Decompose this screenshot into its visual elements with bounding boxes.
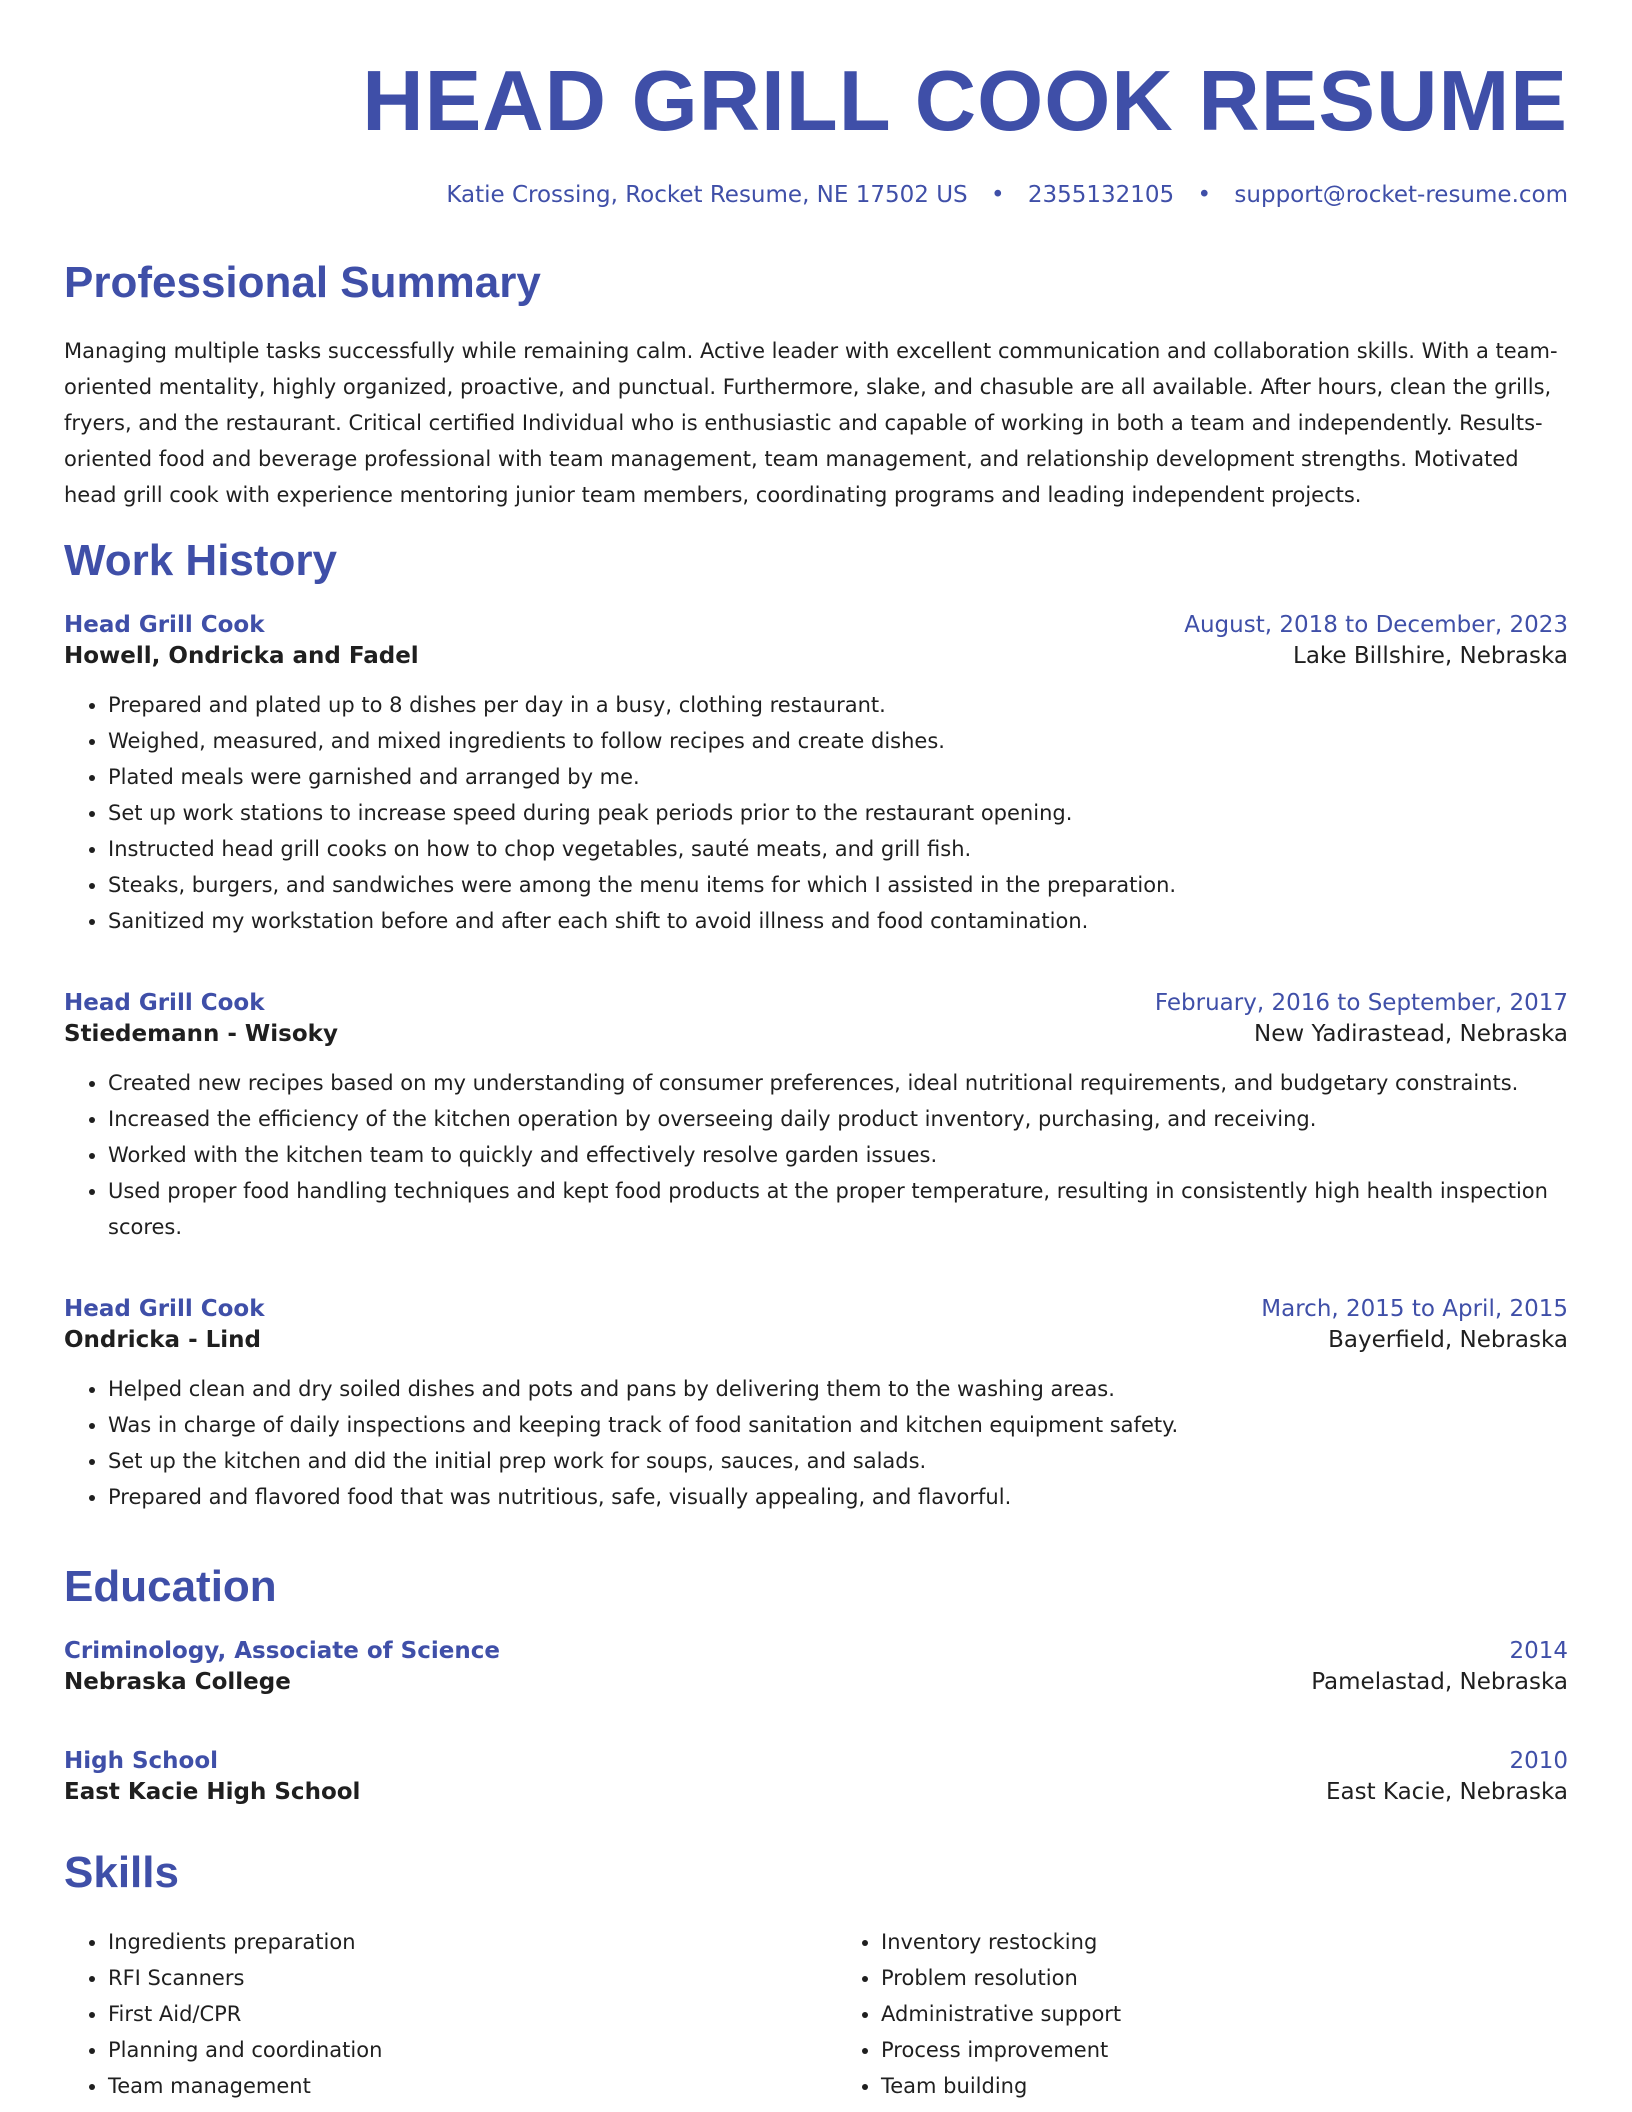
education-degree: High School — [64, 1748, 219, 1774]
contact-separator: • — [1197, 182, 1212, 208]
contact-email: support@rocket-resume.com — [1234, 182, 1568, 208]
list-item: • Steaks, burgers, and sandwiches were among the menu items for which I assisted in the preparation. — [108, 867, 1568, 903]
education-school: Nebraska College — [64, 1669, 291, 1695]
job-location: Lake Billshire, Nebraska — [1293, 643, 1568, 669]
list-item: • Administrative support — [881, 1996, 1568, 2032]
job-location: New Yadirastead, Nebraska — [1254, 1021, 1568, 1047]
job-entry — [64, 990, 1568, 1245]
section-heading-work: Work History — [64, 536, 338, 585]
job-role: Head Grill Cook — [64, 612, 265, 638]
job-bullets — [64, 1065, 1568, 1245]
education-entry — [64, 1638, 1568, 1695]
education-year: 2010 — [1509, 1748, 1568, 1774]
job-company: Stiedemann - Wisoky — [64, 1021, 338, 1047]
list-item: • Helped clean and dry soiled dishes and pots and pans by delivering them to the washing areas. — [108, 1371, 1568, 1407]
education-school: East Kacie High School — [64, 1779, 361, 1805]
contact-separator: • — [990, 182, 1005, 208]
education-location: Pamelastad, Nebraska — [1311, 1669, 1568, 1695]
job-dates: August, 2018 to December, 2023 — [1184, 612, 1568, 638]
list-item: • Weighed, measured, and mixed ingredients to follow recipes and create dishes. — [108, 723, 1568, 759]
job-entry — [64, 612, 1568, 939]
list-item: • Used proper food handling techniques and kept food products at the proper temperature, resulting in consistently high health inspection scores. — [108, 1173, 1568, 1245]
list-item: • Problem resolution — [881, 1960, 1568, 1996]
education-location: East Kacie, Nebraska — [1325, 1779, 1568, 1805]
contact-phone: 2355132105 — [1027, 182, 1175, 208]
job-bullets — [64, 1371, 1568, 1515]
list-item: • Set up the kitchen and did the initial prep work for soups, sauces, and salads. — [108, 1443, 1568, 1479]
list-item: • Was in charge of daily inspections and keeping track of food sanitation and kitchen equipment safety. — [108, 1407, 1568, 1443]
job-company: Howell, Ondricka and Fadel — [64, 643, 419, 669]
list-item: • RFI Scanners — [108, 1960, 795, 1996]
contact-address: Katie Crossing, Rocket Resume, NE 17502 US — [446, 182, 968, 208]
resume-title: HEAD GRILL COOK RESUME — [362, 54, 1568, 149]
job-dates: February, 2016 to September, 2017 — [1154, 990, 1568, 1016]
section-heading-skills: Skills — [64, 1848, 179, 1897]
job-bullets — [64, 687, 1568, 939]
list-item: • Prepared and flavored food that was nutritious, safe, visually appealing, and flavorful. — [108, 1479, 1568, 1515]
list-item: • Sanitized my workstation before and after each shift to avoid illness and food contamination. — [108, 903, 1568, 939]
education-entry — [64, 1748, 1568, 1805]
list-item: • Plated meals were garnished and arranged by me. — [108, 759, 1568, 795]
list-item: • First Aid/CPR — [108, 1996, 795, 2032]
education-degree: Criminology, Associate of Science — [64, 1638, 500, 1664]
section-heading-education: Education — [64, 1562, 277, 1611]
list-item: • Ingredients preparation — [108, 1924, 795, 1960]
list-item: • Worked with the kitchen team to quickly and effectively resolve garden issues. — [108, 1137, 1568, 1173]
summary-text: Managing multiple tasks successfully while remaining calm. Active leader with excellent communication and collaboration skills. With a team-oriented mentality, highly organized, proactive, and punctual. Furthermore, slake, and chasuble are all available. After hours, clean the grills, fryers, and the restaurant. Critical certified Individual who is enthusiastic and capable of working in both a team and independently. Results-oriented food and beverage professional with team management, team management, and relationship development strengths. Motivated head grill cook with experience mentoring junior team members, coordinating programs and leading independent projects. — [64, 339, 1558, 507]
job-company: Ondricka - Lind — [64, 1327, 262, 1353]
list-item: • Prepared and plated up to 8 dishes per day in a busy, clothing restaurant. — [108, 687, 1568, 723]
list-item: • Created new recipes based on my understanding of consumer preferences, ideal nutritional requirements, and budgetary constraints. — [108, 1065, 1568, 1101]
skills-list — [64, 1924, 1568, 2104]
section-heading-summary: Professional Summary — [64, 258, 541, 307]
list-item: • Team building — [881, 2068, 1568, 2104]
job-location: Bayerfield, Nebraska — [1328, 1327, 1568, 1353]
list-item: • Set up work stations to increase speed during peak periods prior to the restaurant opening. — [108, 795, 1568, 831]
contact-line — [446, 182, 1568, 208]
education-year: 2014 — [1509, 1638, 1568, 1664]
skills-column-left — [64, 1924, 795, 2104]
job-role: Head Grill Cook — [64, 990, 265, 1016]
list-item: • Inventory restocking — [881, 1924, 1568, 1960]
skills-column-right — [837, 1924, 1568, 2104]
list-item: • Planning and coordination — [108, 2032, 795, 2068]
list-item: • Instructed head grill cooks on how to chop vegetables, sauté meats, and grill fish. — [108, 831, 1568, 867]
job-entry — [64, 1296, 1568, 1515]
list-item: • Increased the efficiency of the kitchen operation by overseeing daily product inventory, purchasing, and receiving. — [108, 1101, 1568, 1137]
job-role: Head Grill Cook — [64, 1296, 265, 1322]
job-dates: March, 2015 to April, 2015 — [1261, 1296, 1568, 1322]
list-item: • Team management — [108, 2068, 795, 2104]
list-item: • Process improvement — [881, 2032, 1568, 2068]
